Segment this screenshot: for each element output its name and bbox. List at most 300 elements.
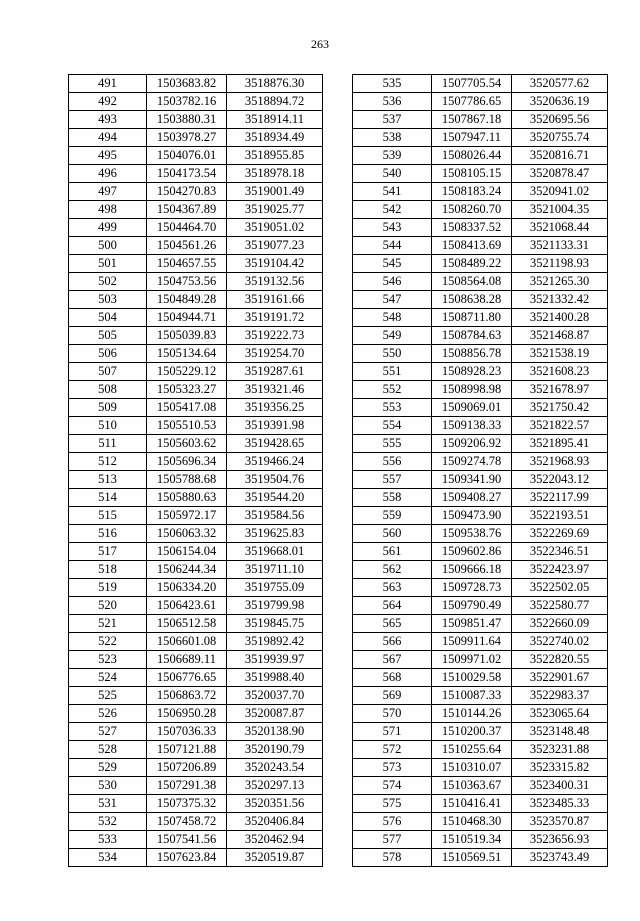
- point-number-cell: 539: [353, 147, 432, 165]
- table-row: [353, 543, 608, 561]
- y-coordinate-cell: 3519051.02: [227, 219, 323, 237]
- point-number-cell: 501: [69, 255, 147, 273]
- table-row: [353, 201, 608, 219]
- table-row: [353, 831, 608, 849]
- y-coordinate-cell: 3522983.37: [512, 687, 608, 705]
- point-number-cell: 540: [353, 165, 432, 183]
- table-row: [69, 399, 323, 417]
- x-coordinate-cell: 1508998.98: [432, 381, 512, 399]
- table-row: [353, 327, 608, 345]
- table-row: [353, 399, 608, 417]
- table-row: [353, 471, 608, 489]
- y-coordinate-cell: 3523231.88: [512, 741, 608, 759]
- y-coordinate-cell: 3519799.98: [227, 597, 323, 615]
- point-number-cell: 517: [69, 543, 147, 561]
- x-coordinate-cell: 1506689.11: [147, 651, 227, 669]
- table-row: [353, 723, 608, 741]
- y-coordinate-cell: 3520138.90: [227, 723, 323, 741]
- point-number-cell: 545: [353, 255, 432, 273]
- x-coordinate-cell: 1504944.71: [147, 309, 227, 327]
- table-row: [353, 453, 608, 471]
- y-coordinate-cell: 3523315.82: [512, 759, 608, 777]
- y-coordinate-cell: 3521608.23: [512, 363, 608, 381]
- y-coordinate-cell: 3521750.42: [512, 399, 608, 417]
- y-coordinate-cell: 3519287.61: [227, 363, 323, 381]
- x-coordinate-cell: 1507947.11: [432, 129, 512, 147]
- x-coordinate-cell: 1510310.07: [432, 759, 512, 777]
- y-coordinate-cell: 3520087.87: [227, 705, 323, 723]
- y-coordinate-cell: 3522346.51: [512, 543, 608, 561]
- x-coordinate-cell: 1509138.33: [432, 417, 512, 435]
- point-number-cell: 571: [353, 723, 432, 741]
- x-coordinate-cell: 1509666.18: [432, 561, 512, 579]
- y-coordinate-cell: 3519132.56: [227, 273, 323, 291]
- point-number-cell: 563: [353, 579, 432, 597]
- point-number-cell: 573: [353, 759, 432, 777]
- x-coordinate-cell: 1509206.92: [432, 435, 512, 453]
- x-coordinate-cell: 1508784.63: [432, 327, 512, 345]
- point-number-cell: 553: [353, 399, 432, 417]
- table-row: [69, 525, 323, 543]
- x-coordinate-cell: 1510468.30: [432, 813, 512, 831]
- x-coordinate-cell: 1509473.90: [432, 507, 512, 525]
- y-coordinate-cell: 3520941.02: [512, 183, 608, 201]
- x-coordinate-cell: 1503978.27: [147, 129, 227, 147]
- y-coordinate-cell: 3520190.79: [227, 741, 323, 759]
- y-coordinate-cell: 3521400.28: [512, 309, 608, 327]
- table-row: [353, 615, 608, 633]
- table-row: [353, 849, 608, 867]
- y-coordinate-cell: 3520037.70: [227, 687, 323, 705]
- point-number-cell: 532: [69, 813, 147, 831]
- table-row: [69, 147, 323, 165]
- x-coordinate-cell: 1509790.49: [432, 597, 512, 615]
- coordinates-table-right: [352, 74, 608, 867]
- point-number-cell: 550: [353, 345, 432, 363]
- x-coordinate-cell: 1509602.86: [432, 543, 512, 561]
- y-coordinate-cell: 3519668.01: [227, 543, 323, 561]
- point-number-cell: 561: [353, 543, 432, 561]
- table-row: [69, 489, 323, 507]
- table-row: [69, 705, 323, 723]
- point-number-cell: 514: [69, 489, 147, 507]
- table-row: [69, 813, 323, 831]
- y-coordinate-cell: 3522043.12: [512, 471, 608, 489]
- table-row: [69, 795, 323, 813]
- y-coordinate-cell: 3520695.56: [512, 111, 608, 129]
- y-coordinate-cell: 3521004.35: [512, 201, 608, 219]
- table-row: [69, 201, 323, 219]
- x-coordinate-cell: 1508105.15: [432, 165, 512, 183]
- y-coordinate-cell: 3523065.64: [512, 705, 608, 723]
- y-coordinate-cell: 3520519.87: [227, 849, 323, 867]
- y-coordinate-cell: 3522660.09: [512, 615, 608, 633]
- x-coordinate-cell: 1504076.01: [147, 147, 227, 165]
- x-coordinate-cell: 1508026.44: [432, 147, 512, 165]
- point-number-cell: 566: [353, 633, 432, 651]
- table-row: [353, 183, 608, 201]
- x-coordinate-cell: 1505323.27: [147, 381, 227, 399]
- point-number-cell: 507: [69, 363, 147, 381]
- y-coordinate-cell: 3519625.83: [227, 525, 323, 543]
- y-coordinate-cell: 3523743.49: [512, 849, 608, 867]
- table-row: [353, 669, 608, 687]
- x-coordinate-cell: 1505603.62: [147, 435, 227, 453]
- table-row: [69, 651, 323, 669]
- y-coordinate-cell: 3522901.67: [512, 669, 608, 687]
- y-coordinate-cell: 3520636.19: [512, 93, 608, 111]
- point-number-cell: 495: [69, 147, 147, 165]
- y-coordinate-cell: 3519845.75: [227, 615, 323, 633]
- point-number-cell: 533: [69, 831, 147, 849]
- table-row: [353, 597, 608, 615]
- point-number-cell: 493: [69, 111, 147, 129]
- table-row: [69, 507, 323, 525]
- point-number-cell: 565: [353, 615, 432, 633]
- x-coordinate-cell: 1510029.58: [432, 669, 512, 687]
- point-number-cell: 527: [69, 723, 147, 741]
- point-number-cell: 511: [69, 435, 147, 453]
- y-coordinate-cell: 3519544.20: [227, 489, 323, 507]
- table-row: [69, 183, 323, 201]
- x-coordinate-cell: 1510255.64: [432, 741, 512, 759]
- x-coordinate-cell: 1507623.84: [147, 849, 227, 867]
- point-number-cell: 499: [69, 219, 147, 237]
- table-row: [69, 93, 323, 111]
- x-coordinate-cell: 1510519.34: [432, 831, 512, 849]
- table-row: [69, 111, 323, 129]
- point-number-cell: 562: [353, 561, 432, 579]
- x-coordinate-cell: 1507121.88: [147, 741, 227, 759]
- y-coordinate-cell: 3522502.05: [512, 579, 608, 597]
- y-coordinate-cell: 3522580.77: [512, 597, 608, 615]
- table-row: [69, 255, 323, 273]
- table-row: [69, 669, 323, 687]
- y-coordinate-cell: 3519504.76: [227, 471, 323, 489]
- y-coordinate-cell: 3518894.72: [227, 93, 323, 111]
- x-coordinate-cell: 1505880.63: [147, 489, 227, 507]
- table-row: [353, 255, 608, 273]
- table-row: [69, 327, 323, 345]
- table-row: [69, 435, 323, 453]
- table-row: [353, 111, 608, 129]
- y-coordinate-cell: 3521678.97: [512, 381, 608, 399]
- x-coordinate-cell: 1509408.27: [432, 489, 512, 507]
- point-number-cell: 498: [69, 201, 147, 219]
- point-number-cell: 552: [353, 381, 432, 399]
- table-row: [353, 237, 608, 255]
- point-number-cell: 569: [353, 687, 432, 705]
- y-coordinate-cell: 3520462.94: [227, 831, 323, 849]
- y-coordinate-cell: 3523656.93: [512, 831, 608, 849]
- table-row: [69, 687, 323, 705]
- x-coordinate-cell: 1508928.23: [432, 363, 512, 381]
- table-row: [69, 417, 323, 435]
- y-coordinate-cell: 3523148.48: [512, 723, 608, 741]
- y-coordinate-cell: 3522740.02: [512, 633, 608, 651]
- x-coordinate-cell: 1503782.16: [147, 93, 227, 111]
- table-row: [353, 381, 608, 399]
- point-number-cell: 558: [353, 489, 432, 507]
- y-coordinate-cell: 3522820.55: [512, 651, 608, 669]
- point-number-cell: 543: [353, 219, 432, 237]
- x-coordinate-cell: 1509538.76: [432, 525, 512, 543]
- x-coordinate-cell: 1508564.08: [432, 273, 512, 291]
- x-coordinate-cell: 1506334.20: [147, 579, 227, 597]
- point-number-cell: 578: [353, 849, 432, 867]
- y-coordinate-cell: 3519356.25: [227, 399, 323, 417]
- x-coordinate-cell: 1509274.78: [432, 453, 512, 471]
- x-coordinate-cell: 1509728.73: [432, 579, 512, 597]
- y-coordinate-cell: 3519104.42: [227, 255, 323, 273]
- y-coordinate-cell: 3518978.18: [227, 165, 323, 183]
- x-coordinate-cell: 1508638.28: [432, 291, 512, 309]
- y-coordinate-cell: 3519755.09: [227, 579, 323, 597]
- x-coordinate-cell: 1507541.56: [147, 831, 227, 849]
- point-number-cell: 496: [69, 165, 147, 183]
- table-row: [353, 345, 608, 363]
- y-coordinate-cell: 3520577.62: [512, 75, 608, 93]
- y-coordinate-cell: 3519222.73: [227, 327, 323, 345]
- y-coordinate-cell: 3519161.66: [227, 291, 323, 309]
- table-row: [69, 309, 323, 327]
- table-row: [353, 165, 608, 183]
- y-coordinate-cell: 3519001.49: [227, 183, 323, 201]
- y-coordinate-cell: 3518955.85: [227, 147, 323, 165]
- y-coordinate-cell: 3520755.74: [512, 129, 608, 147]
- table-row: [69, 273, 323, 291]
- point-number-cell: 557: [353, 471, 432, 489]
- x-coordinate-cell: 1503880.31: [147, 111, 227, 129]
- point-number-cell: 522: [69, 633, 147, 651]
- point-number-cell: 576: [353, 813, 432, 831]
- x-coordinate-cell: 1505229.12: [147, 363, 227, 381]
- table-row: [353, 219, 608, 237]
- point-number-cell: 525: [69, 687, 147, 705]
- x-coordinate-cell: 1508413.69: [432, 237, 512, 255]
- point-number-cell: 520: [69, 597, 147, 615]
- y-coordinate-cell: 3521265.30: [512, 273, 608, 291]
- table-row: [353, 561, 608, 579]
- point-number-cell: 559: [353, 507, 432, 525]
- point-number-cell: 574: [353, 777, 432, 795]
- x-coordinate-cell: 1509851.47: [432, 615, 512, 633]
- point-number-cell: 546: [353, 273, 432, 291]
- x-coordinate-cell: 1506950.28: [147, 705, 227, 723]
- table-row: [69, 561, 323, 579]
- table-row: [353, 651, 608, 669]
- point-number-cell: 577: [353, 831, 432, 849]
- x-coordinate-cell: 1504270.83: [147, 183, 227, 201]
- y-coordinate-cell: 3521822.57: [512, 417, 608, 435]
- y-coordinate-cell: 3519939.97: [227, 651, 323, 669]
- y-coordinate-cell: 3522193.51: [512, 507, 608, 525]
- point-number-cell: 492: [69, 93, 147, 111]
- table-row: [353, 363, 608, 381]
- point-number-cell: 508: [69, 381, 147, 399]
- y-coordinate-cell: 3522423.97: [512, 561, 608, 579]
- x-coordinate-cell: 1505039.83: [147, 327, 227, 345]
- y-coordinate-cell: 3521133.31: [512, 237, 608, 255]
- table-row: [69, 831, 323, 849]
- table-row: [69, 219, 323, 237]
- point-number-cell: 554: [353, 417, 432, 435]
- point-number-cell: 519: [69, 579, 147, 597]
- table-row: [353, 147, 608, 165]
- point-number-cell: 535: [353, 75, 432, 93]
- point-number-cell: 530: [69, 777, 147, 795]
- table-row: [353, 777, 608, 795]
- point-number-cell: 549: [353, 327, 432, 345]
- x-coordinate-cell: 1506244.34: [147, 561, 227, 579]
- point-number-cell: 503: [69, 291, 147, 309]
- table-row: [69, 741, 323, 759]
- x-coordinate-cell: 1504753.56: [147, 273, 227, 291]
- table-row: [69, 777, 323, 795]
- x-coordinate-cell: 1506063.32: [147, 525, 227, 543]
- y-coordinate-cell: 3521198.93: [512, 255, 608, 273]
- table-row: [353, 633, 608, 651]
- table-row: [353, 435, 608, 453]
- point-number-cell: 509: [69, 399, 147, 417]
- table-row: [69, 381, 323, 399]
- x-coordinate-cell: 1508337.52: [432, 219, 512, 237]
- point-number-cell: 551: [353, 363, 432, 381]
- table-row: [353, 507, 608, 525]
- x-coordinate-cell: 1504173.54: [147, 165, 227, 183]
- table-row: [69, 633, 323, 651]
- x-coordinate-cell: 1506512.58: [147, 615, 227, 633]
- x-coordinate-cell: 1504561.26: [147, 237, 227, 255]
- y-coordinate-cell: 3520816.71: [512, 147, 608, 165]
- x-coordinate-cell: 1509341.90: [432, 471, 512, 489]
- x-coordinate-cell: 1508711.80: [432, 309, 512, 327]
- point-number-cell: 555: [353, 435, 432, 453]
- table-row: [353, 525, 608, 543]
- table-row: [69, 759, 323, 777]
- table-row: [353, 489, 608, 507]
- point-number-cell: 531: [69, 795, 147, 813]
- x-coordinate-cell: 1510144.26: [432, 705, 512, 723]
- table-row: [69, 345, 323, 363]
- point-number-cell: 528: [69, 741, 147, 759]
- table-row: [353, 579, 608, 597]
- y-coordinate-cell: 3519321.46: [227, 381, 323, 399]
- y-coordinate-cell: 3520351.56: [227, 795, 323, 813]
- x-coordinate-cell: 1505696.34: [147, 453, 227, 471]
- table-row: [353, 291, 608, 309]
- point-number-cell: 548: [353, 309, 432, 327]
- y-coordinate-cell: 3519191.72: [227, 309, 323, 327]
- point-number-cell: 504: [69, 309, 147, 327]
- table-row: [353, 687, 608, 705]
- point-number-cell: 513: [69, 471, 147, 489]
- x-coordinate-cell: 1510200.37: [432, 723, 512, 741]
- point-number-cell: 502: [69, 273, 147, 291]
- x-coordinate-cell: 1503683.82: [147, 75, 227, 93]
- y-coordinate-cell: 3519711.10: [227, 561, 323, 579]
- x-coordinate-cell: 1507206.89: [147, 759, 227, 777]
- x-coordinate-cell: 1506601.08: [147, 633, 227, 651]
- x-coordinate-cell: 1508183.24: [432, 183, 512, 201]
- y-coordinate-cell: 3519428.65: [227, 435, 323, 453]
- x-coordinate-cell: 1504464.70: [147, 219, 227, 237]
- point-number-cell: 523: [69, 651, 147, 669]
- table-row: [69, 165, 323, 183]
- table-row: [353, 705, 608, 723]
- point-number-cell: 537: [353, 111, 432, 129]
- x-coordinate-cell: 1506423.61: [147, 597, 227, 615]
- point-number-cell: 564: [353, 597, 432, 615]
- y-coordinate-cell: 3519025.77: [227, 201, 323, 219]
- x-coordinate-cell: 1510416.41: [432, 795, 512, 813]
- point-number-cell: 497: [69, 183, 147, 201]
- point-number-cell: 516: [69, 525, 147, 543]
- point-number-cell: 538: [353, 129, 432, 147]
- point-number-cell: 541: [353, 183, 432, 201]
- x-coordinate-cell: 1505788.68: [147, 471, 227, 489]
- table-row: [353, 759, 608, 777]
- table-row: [353, 93, 608, 111]
- y-coordinate-cell: 3520297.13: [227, 777, 323, 795]
- x-coordinate-cell: 1507705.54: [432, 75, 512, 93]
- table-row: [69, 723, 323, 741]
- point-number-cell: 526: [69, 705, 147, 723]
- y-coordinate-cell: 3520878.47: [512, 165, 608, 183]
- point-number-cell: 560: [353, 525, 432, 543]
- y-coordinate-cell: 3522117.99: [512, 489, 608, 507]
- point-number-cell: 500: [69, 237, 147, 255]
- point-number-cell: 556: [353, 453, 432, 471]
- x-coordinate-cell: 1507291.38: [147, 777, 227, 795]
- x-coordinate-cell: 1509911.64: [432, 633, 512, 651]
- x-coordinate-cell: 1505417.08: [147, 399, 227, 417]
- point-number-cell: 570: [353, 705, 432, 723]
- x-coordinate-cell: 1504657.55: [147, 255, 227, 273]
- x-coordinate-cell: 1506154.04: [147, 543, 227, 561]
- point-number-cell: 491: [69, 75, 147, 93]
- table-row: [69, 579, 323, 597]
- y-coordinate-cell: 3523485.33: [512, 795, 608, 813]
- point-number-cell: 524: [69, 669, 147, 687]
- x-coordinate-cell: 1507458.72: [147, 813, 227, 831]
- table-row: [69, 237, 323, 255]
- y-coordinate-cell: 3518876.30: [227, 75, 323, 93]
- y-coordinate-cell: 3518934.49: [227, 129, 323, 147]
- point-number-cell: 534: [69, 849, 147, 867]
- table-row: [353, 309, 608, 327]
- y-coordinate-cell: 3521468.87: [512, 327, 608, 345]
- point-number-cell: 521: [69, 615, 147, 633]
- table-row: [353, 417, 608, 435]
- y-coordinate-cell: 3519254.70: [227, 345, 323, 363]
- x-coordinate-cell: 1508856.78: [432, 345, 512, 363]
- table-row: [69, 597, 323, 615]
- x-coordinate-cell: 1509069.01: [432, 399, 512, 417]
- table-row: [69, 75, 323, 93]
- point-number-cell: 510: [69, 417, 147, 435]
- table-row: [69, 615, 323, 633]
- y-coordinate-cell: 3521538.19: [512, 345, 608, 363]
- table-row: [353, 129, 608, 147]
- x-coordinate-cell: 1504367.89: [147, 201, 227, 219]
- x-coordinate-cell: 1505972.17: [147, 507, 227, 525]
- x-coordinate-cell: 1505510.53: [147, 417, 227, 435]
- y-coordinate-cell: 3521068.44: [512, 219, 608, 237]
- point-number-cell: 536: [353, 93, 432, 111]
- table-row: [69, 129, 323, 147]
- x-coordinate-cell: 1507867.18: [432, 111, 512, 129]
